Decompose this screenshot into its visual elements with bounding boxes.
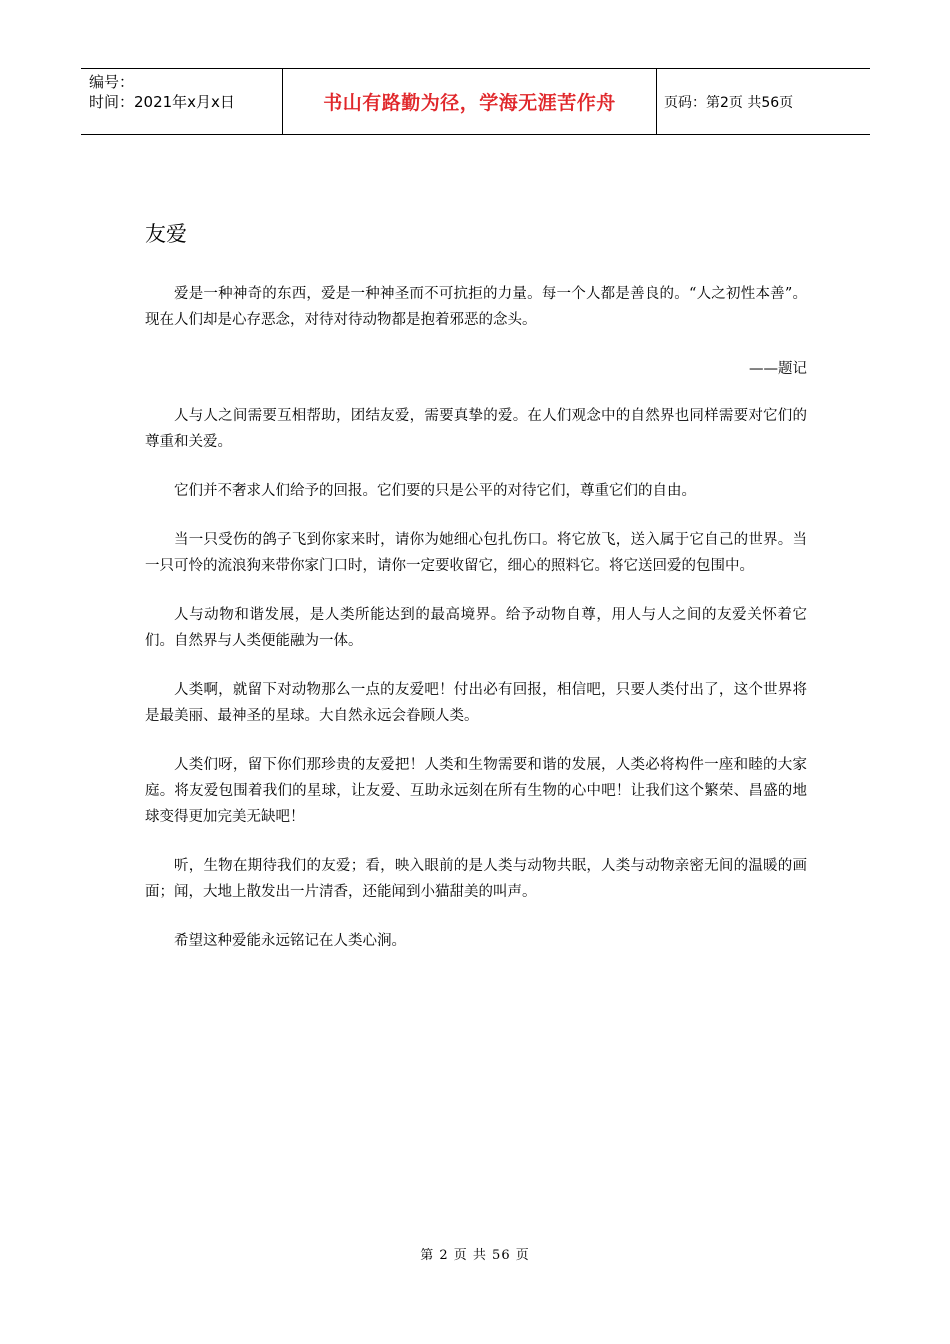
header-page-info: 页码：第2页 共56页 <box>664 94 794 111</box>
paragraph: 人与人之间需要互相帮助，团结友爱，需要真挚的爱。在人们观念中的自然界也同样需要对它们的尊重和关爱。 <box>145 408 807 450</box>
time-label: 时间：2021年x月x日 <box>89 93 235 111</box>
paragraph: 听，生物在期待我们的友爱；看，映入眼前的是人类与动物共眠，人类与动物亲密无间的温暖的画面；闻，大地上散发出一片清香，还能闻到小猫甜美的叫声。 <box>145 858 807 900</box>
header-motto: 书山有路勤为径，学海无涯苦作舟 <box>282 69 657 134</box>
page-footer: 第 2 页 共 56 页 <box>420 1248 530 1263</box>
number-label: 编号： <box>89 73 135 91</box>
epigraph-signature: ——题记 <box>749 361 807 377</box>
header-meta <box>81 69 282 134</box>
paragraph: 人与动物和谐发展，是人类所能达到的最高境界。给予动物自尊，用人与人之间的友爱关怀着它们。自然界与人类便能融为一体。 <box>145 607 807 649</box>
document-body <box>145 281 807 977</box>
paragraph: 它们并不奢求人们给予的回报。它们要的只是公平的对待它们，尊重它们的自由。 <box>174 483 696 499</box>
paragraph: 爱是一种神奇的东西，爱是一种神圣而不可抗拒的力量。每一个人都是善良的。“人之初性本善”。现在人们却是心存恶念，对待对待动物都是抱着邪恶的念头。 <box>145 286 807 328</box>
paragraph: 当一只受伤的鸽子飞到你家来时，请你为她细心包扎伤口。将它放飞，送入属于它自己的世界。当一只可怜的流浪狗来带你家门口时，请你一定要收留它，细心的照料它。将它送回爱的包围中。 <box>145 532 807 574</box>
document-title: 友爱 <box>145 222 187 246</box>
paragraph: 人类啊，就留下对动物那么一点的友爱吧！付出必有回报，相信吧，只要人类付出了，这个世界将是最美丽、最神圣的星球。大自然永远会眷顾人类。 <box>145 682 807 724</box>
paragraph: 希望这种爱能永远铭记在人类心涧。 <box>174 933 406 949</box>
page-header <box>81 68 870 135</box>
paragraph: 人类们呀，留下你们那珍贵的友爱把！人类和生物需要和谐的发展，人类必将构件一座和睦的大家庭。将友爱包围着我们的星球，让友爱、互助永远刻在所有生物的心中吧！让我们这个繁荣、昌盛的地球变得更加完美无缺吧！ <box>145 757 807 825</box>
